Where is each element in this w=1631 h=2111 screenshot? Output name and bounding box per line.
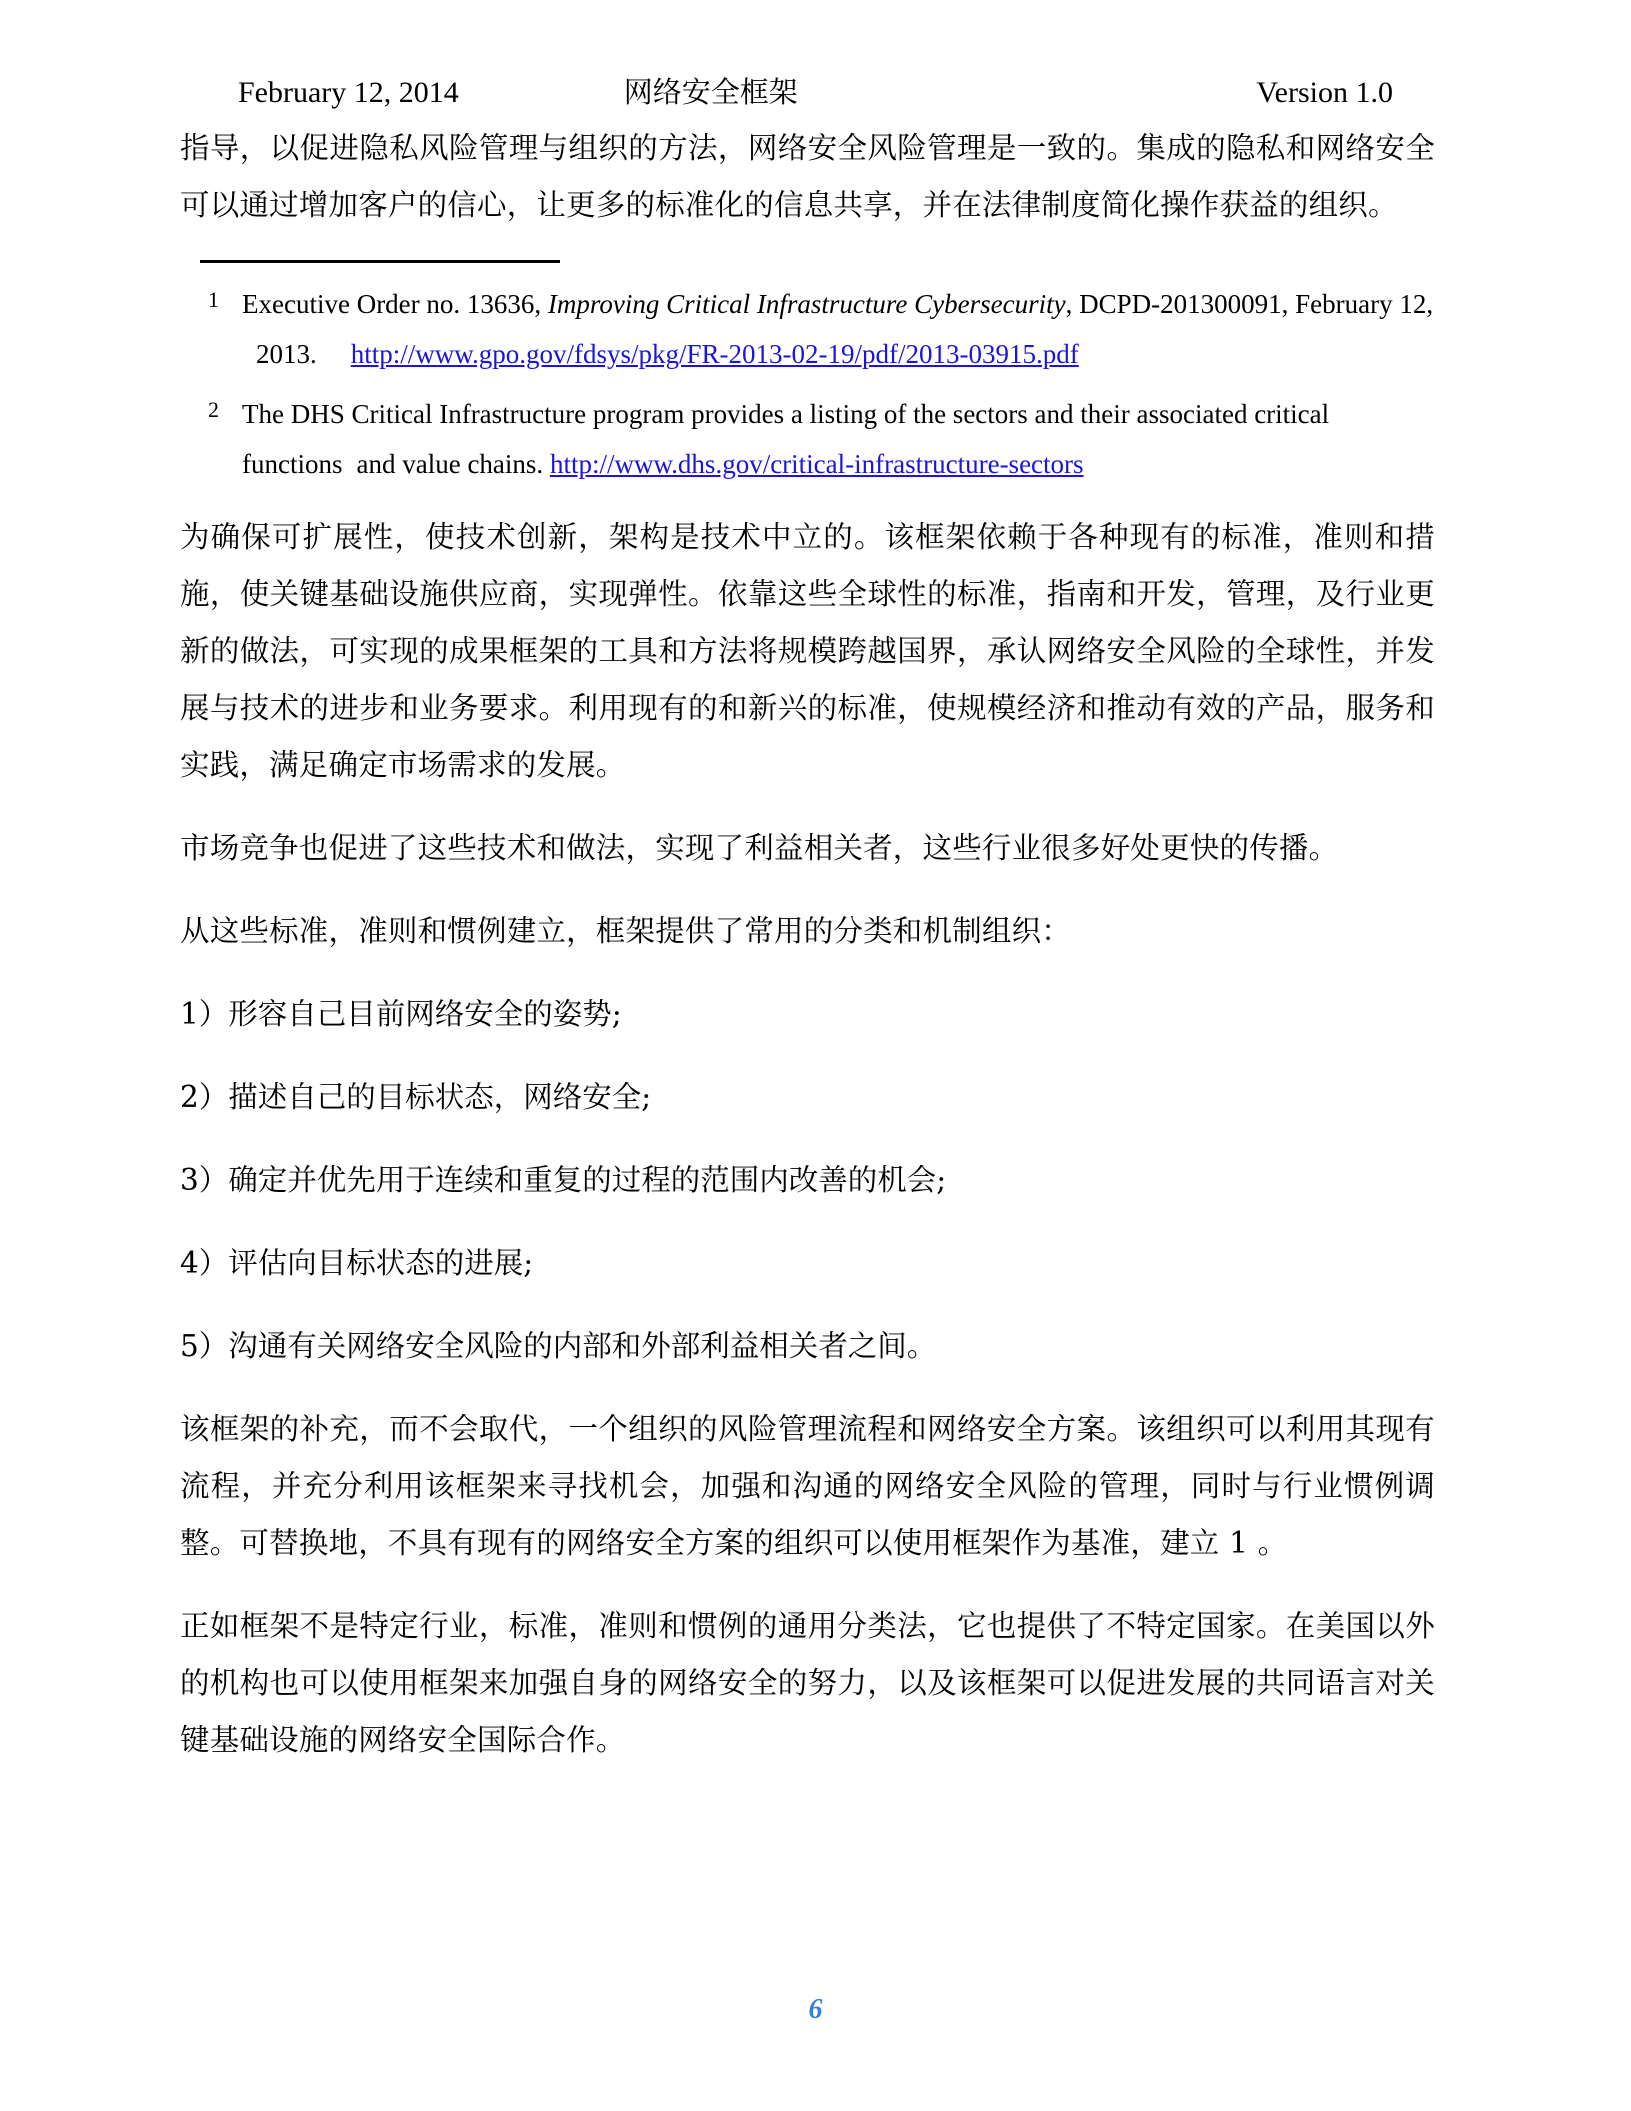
footnote-1-year: 2013. — [256, 339, 317, 369]
footnote-2-text — [242, 389, 1435, 489]
list-item-4: 4）评估向目标状态的进展; — [180, 1246, 534, 1280]
footnote-2-body: The DHS Critical Infrastructure program provides a listing of the sectors and their associated critical functions — [242, 399, 1330, 479]
footnote-2 — [180, 389, 1435, 489]
footnote-1-text — [242, 279, 1435, 379]
paragraph-framework-supplement: 该框架的补充，而不会取代，一个组织的风险管理流程和网络安全方案。该组织可以利用其现有流程，并充分利用该框架来寻找机会，加强和沟通的网络安全风险的管理，同时与行业惯例调整。可替换地，不具有现有的网络安全方案的组织可以使用框架作为基准，建立 1 。 — [180, 1412, 1435, 1560]
header-title: 网络安全框架 — [623, 75, 798, 109]
paragraph-privacy-guidance: 指导，以促进隐私风险管理与组织的方法，网络安全风险管理是一致的。集成的隐私和网络安全可以通过增加客户的信心，让更多的标准化的信息共享，并在法律制度简化操作获益的组织。 — [180, 131, 1435, 222]
running-header — [238, 75, 1393, 122]
list-item-1: 1）形容自己目前网络安全的姿势; — [180, 997, 622, 1031]
footnote-1-link[interactable]: http://www.gpo.gov/fdsys/pkg/FR-2013-02-19/pdf/2013-03915.pdf — [350, 339, 1079, 369]
header-date: February 12, 2014 — [238, 76, 459, 109]
footnote-section — [180, 260, 1435, 489]
footnote-2-tail: and value chains. — [356, 449, 544, 479]
footnote-1 — [180, 279, 1435, 379]
footnote-2-link[interactable]: http://www.dhs.gov/critical-infrastructure-sectors — [549, 449, 1084, 479]
footnote-1-italic-title: Improving Critical Infrastructure Cybersecurity — [547, 289, 1066, 319]
header-version: Version 1.0 — [1256, 76, 1393, 109]
footnote-separator-rule — [200, 260, 560, 263]
list-item-2: 2）描述自己的目标状态，网络安全; — [180, 1080, 652, 1114]
paragraph-list-intro: 从这些标准，准则和惯例建立，框架提供了常用的分类和机制组织： — [180, 914, 1072, 948]
list-item-3: 3）确定并优先用于连续和重复的过程的范围内改善的机会; — [180, 1163, 947, 1197]
paragraph-technology-neutral: 为确保可扩展性，使技术创新，架构是技术中立的。该框架依赖于各种现有的标准，准则和措施，使关键基础设施供应商，实现弹性。依靠这些全球性的标准，指南和开发，管理，及行业更新的做法，可实现的成果框架的工具和方法将规模跨越国界，承认网络安全风险的全球性，并发展与技术的进步和业务要求。利用现有的和新兴的标准，使规模经济和推动有效的产品，服务和实践，满足确定市场需求的发展。 — [180, 520, 1435, 782]
page-number: 6 — [808, 1994, 823, 2025]
document-body — [180, 120, 1435, 1769]
paragraph-international: 正如框架不是特定行业，标准，准则和惯例的通用分类法，它也提供了不特定国家。在美国以外的机构也可以使用框架来加强自身的网络安全的努力，以及该框架可以促进发展的共同语言对关键基础设施的网络安全国际合作。 — [180, 1609, 1435, 1757]
footnote-2-marker: 2 — [208, 397, 219, 422]
list-item-5: 5）沟通有关网络安全风险的内部和外部利益相关者之间。 — [180, 1329, 937, 1363]
footnote-1-marker: 1 — [208, 287, 219, 312]
footnote-1-post-italic: , DCPD-201300091, February 12, — [1065, 289, 1434, 319]
paragraph-market-competition: 市场竞争也促进了这些技术和做法，实现了利益相关者，这些行业很多好处更快的传播。 — [180, 831, 1339, 865]
footnote-1-pre-italic: Executive Order no. 13636, — [242, 289, 548, 319]
